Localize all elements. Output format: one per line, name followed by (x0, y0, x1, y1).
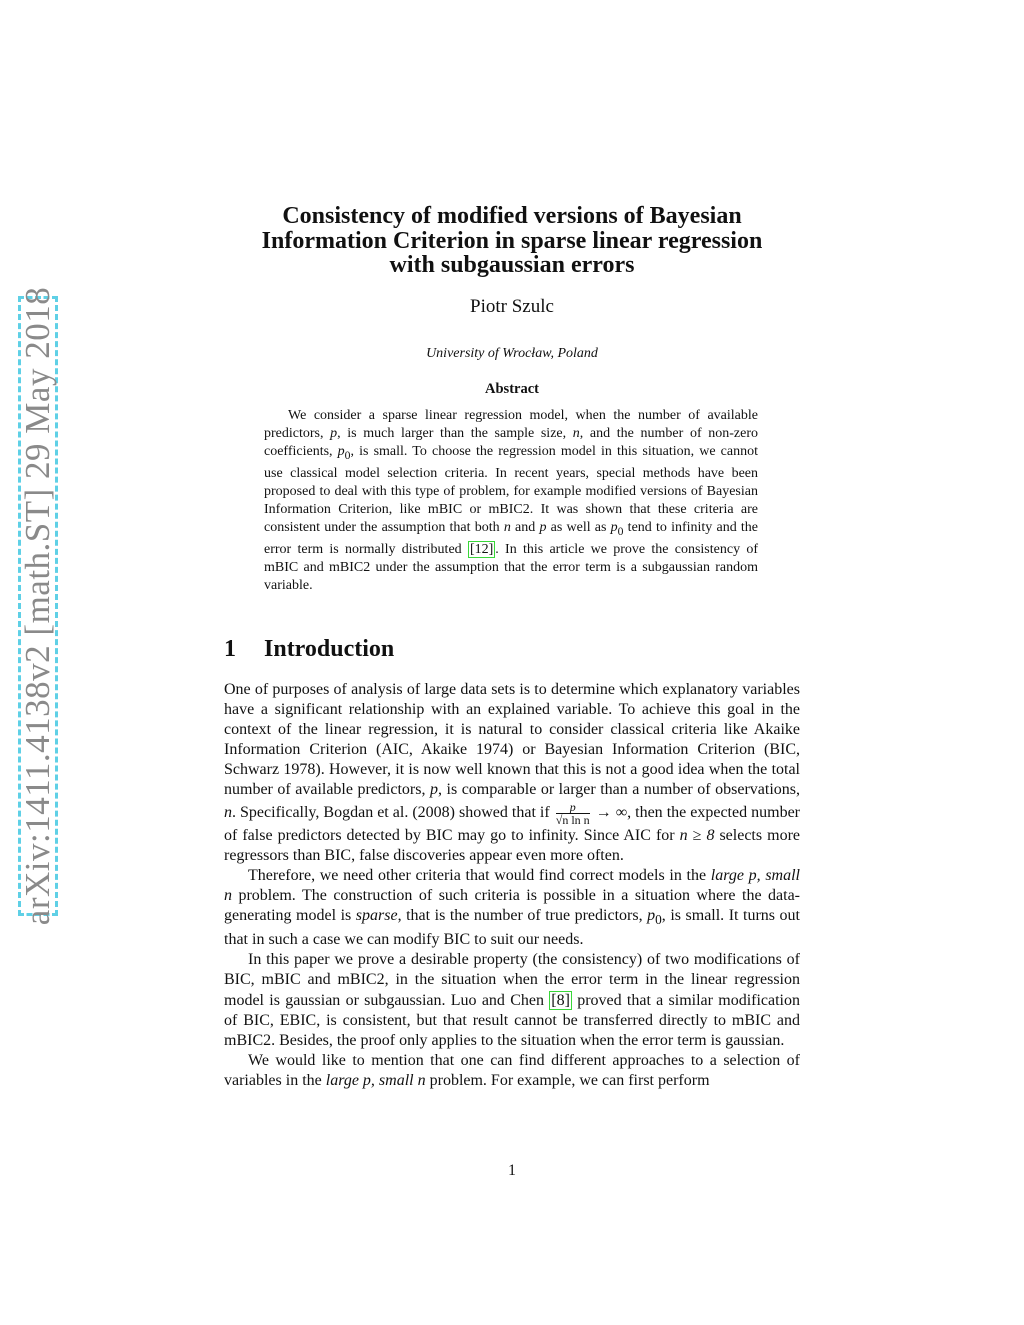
abstract-heading: Abstract (485, 381, 539, 397)
paper-title (224, 204, 800, 278)
abstract-text: We consider a sparse linear regression model, when the number of available predictors, p, is much larger than the sample size, n, and the number of non-zero coefficients, $p_0$, is small. To choose the regression model in this situation, we cannot use classical model selection criteria. In recent years, special methods have been proposed to deal with this type of problem, for example modified versions of Bayesian Information Criterion, like mBIC or mBIC2. It was shown that these criteria are consistent under the assumption that both n and p as well as $p_0$ tend to infinity and the error term is normally distributed [12] . In this article we prove the consistency of mBIC and mBIC2 under the assumption that the error term is a subgaussian random variable. (264, 408, 759, 594)
paragraph: In this paper we prove a desirable property (the consistency) of two modifications of BIC, mBIC and mBIC2, in the situation when the error term in the linear regression model is gaussian or subgaussian. Luo and Chen [8] proved that a similar modification of BIC, EBIC, is consistent, but that result cannot be transferred directly to mBIC and mBIC2. Besides, the proof only applies to the situation when the error term is gaussian. (224, 951, 801, 1049)
section-number: 1 (224, 636, 236, 662)
page-number: 1 (508, 1162, 516, 1179)
section-title: Introduction (264, 636, 395, 662)
author-name: Piotr Szulc (470, 296, 554, 317)
citation-link[interactable]: [12] (469, 542, 494, 558)
arxiv-stamp: arXiv:1411.4138v2 [math.ST] 29 May 2018 (18, 286, 57, 926)
body-text (224, 680, 800, 1091)
citation-link[interactable]: [8] (551, 991, 570, 1009)
section-heading (224, 636, 800, 663)
paragraph: One of purposes of analysis of large data sets is to determine which explanatory variables have a significant relationship with an explained variable. To achieve this goal in the context of the linear regression, it is natural to consider classical criteria like Akaike Information Criterion (AIC, Akaike 1974) or Bayesian Information Criterion (BIC, Schwarz 1978). However, it is now well known that this is not a good idea when the total number of available predictors, p, is comparable or larger than a number of observations, n. Specifically, Bogdan et al. (2008) showed that if $\frac{p}{\text{√n ln n}}$ → ∞, then the expected number of false predictors detected by BIC may go to infinity. Since AIC for n ≥ 8 selects more regressors than BIC, false discoveries appear even more often. (224, 681, 801, 864)
fraction: $\frac{p}{\text{√n ln n}}$ (555, 799, 590, 827)
author-affiliation: University of Wrocław, Poland (426, 346, 598, 361)
title-line: Consistency of modified versions of Bayesian (282, 203, 742, 229)
paragraph: We would like to mention that one can find different approaches to a selection of variables in the large p, small n problem. For example, we can first perform (224, 1051, 800, 1089)
title-line: with subgaussian errors (389, 252, 635, 278)
paragraph: Therefore, we need other criteria that would find correct models in the large p, small n problem. The construction of such criteria is possible in a situation where the data-generating model is sparse, that is the number of true predictors, $p_0$, is small. It turns out that in such a case we can modify BIC to suit our needs. (224, 866, 801, 949)
title-line: Information Criterion in sparse linear regression (261, 227, 763, 254)
